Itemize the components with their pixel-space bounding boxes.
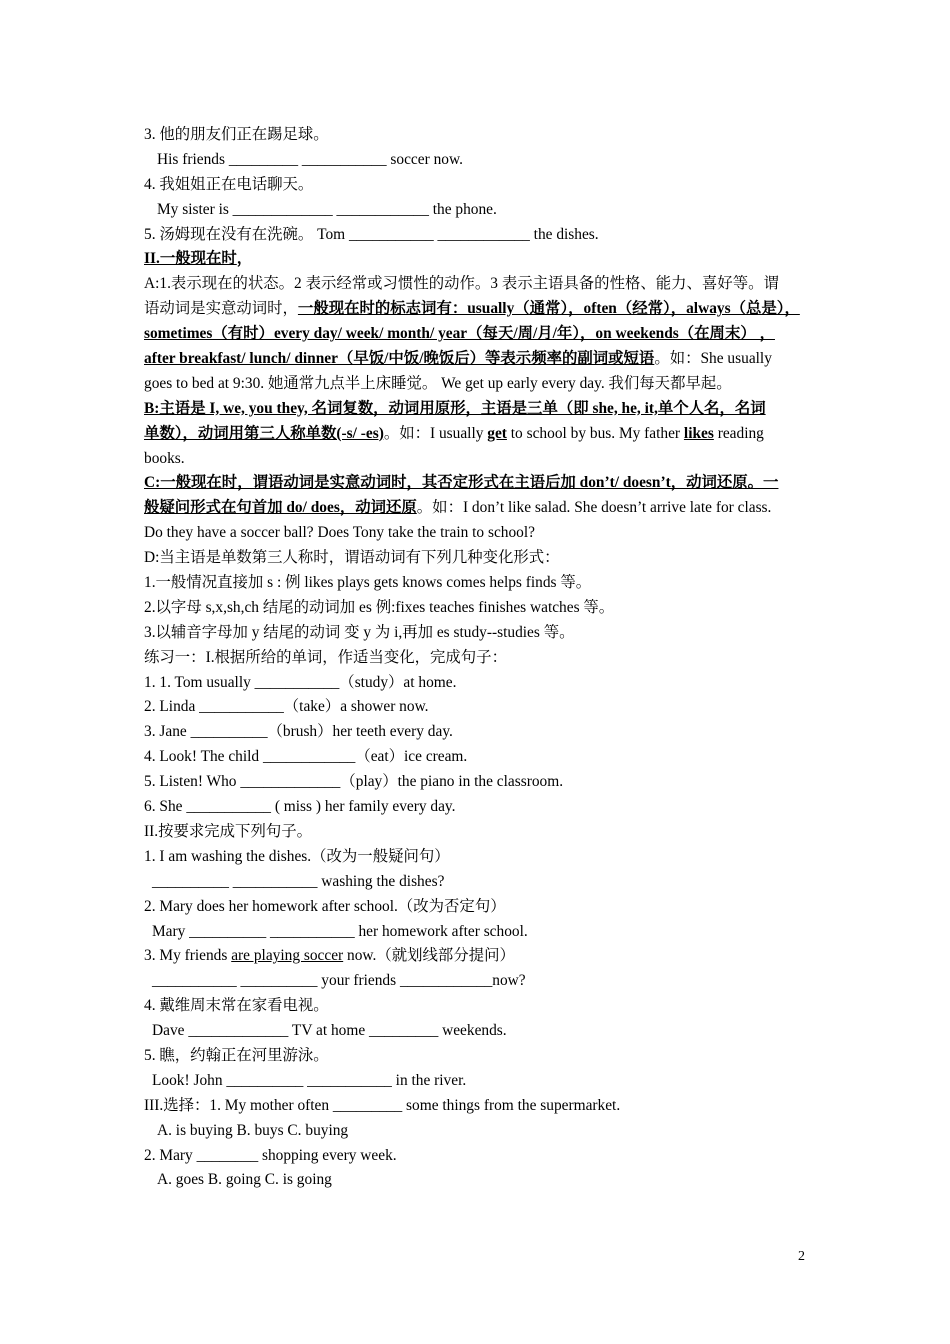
text-line <box>144 1069 814 1094</box>
text-segment: 一般现在时的标志词有：usually（通常），often（经常），always（总是）， <box>297 300 800 318</box>
text-line <box>144 223 814 248</box>
text-segment: __________ ___________ washing the dishes? <box>152 872 445 890</box>
text-segment: 3. My friends <box>144 947 232 965</box>
text-line <box>144 471 814 496</box>
text-segment: 般疑问形式在句首加 do/ does，动词还原 <box>144 499 417 517</box>
text-line <box>144 571 814 596</box>
text-segment: likes <box>683 424 714 442</box>
text-line <box>144 944 814 969</box>
text-segment: ， <box>236 250 253 268</box>
text-line <box>144 546 814 571</box>
text-line <box>144 895 814 920</box>
text-line <box>144 646 814 671</box>
text-segment: books. <box>144 449 185 467</box>
text-segment: 。如：I usually <box>383 424 488 442</box>
text-segment: 1. I am washing the dishes.（改为一般疑问句） <box>144 847 450 865</box>
text-segment: 。如：I don’t like salad. She doesn’t arrive late for class. <box>416 499 772 517</box>
text-segment: His friends _________ ___________ soccer now. <box>157 150 463 168</box>
text-segment: 练习一：I.根据所给的单词，作适当变化，完成句子： <box>144 648 507 666</box>
text-line <box>144 969 814 994</box>
text-segment: 1.一般情况直接加 s : 例 likes plays gets knows comes helps finds 等。 <box>144 574 592 592</box>
text-line <box>144 596 814 621</box>
text-line <box>144 148 814 173</box>
text-line <box>144 994 814 1019</box>
text-segment: III.选择：1. My mother often _________ some things from the supermarket. <box>144 1096 621 1114</box>
text-segment: to school by bus. My father <box>506 424 684 442</box>
text-line <box>144 720 814 745</box>
text-segment: B:主语是 I, we, you they, 名词复数，动词用原形，主语是三单（即 she, he, it,单个人名，名词 <box>144 399 766 417</box>
text-segment: 2. Linda ___________（take）a shower now. <box>144 698 429 716</box>
text-line <box>144 247 814 272</box>
text-segment: 4. 戴维周末常在家看电视。 <box>144 997 329 1015</box>
text-line <box>144 671 814 696</box>
text-segment: 5. Listen! Who _____________（play）the piano in the classroom. <box>144 773 564 791</box>
text-line <box>144 795 814 820</box>
text-line <box>144 820 814 845</box>
text-segment: reading <box>713 424 764 442</box>
text-segment: goes to bed at 9:30. 她通常九点半上床睡觉。 We get up early every day. 我们每天都早起。 <box>144 374 732 392</box>
text-line <box>144 1168 814 1193</box>
text-line <box>144 422 814 447</box>
text-segment: Look! John __________ ___________ in the river. <box>152 1071 467 1089</box>
text-line <box>144 770 814 795</box>
text-segment: after breakfast/ lunch/ dinner（早饭/中饭/晚饭后）等表示频率的副词或短语 <box>144 350 655 368</box>
text-segment: 2.以字母 s,x,sh,ch 结尾的动词加 es 例:fixes teaches finishes watches 等。 <box>144 598 615 616</box>
text-segment: 3. 他的朋友们正在踢足球。 <box>144 126 329 143</box>
text-segment: A:1.表示现在的状态。2 表示经常或习惯性的动作。3 表示主语具备的性格、能力、喜好等。谓 <box>144 275 779 293</box>
text-segment: A. is buying B. buys C. buying <box>157 1121 349 1139</box>
text-segment: Dave _____________ TV at home _________ weekends. <box>152 1022 507 1040</box>
text-line <box>144 297 814 322</box>
text-line <box>144 322 814 347</box>
page-number: 2 <box>798 1249 805 1264</box>
text-segment: My sister is _____________ ____________ the phone. <box>157 200 497 218</box>
text-line <box>144 198 814 223</box>
text-segment: get <box>487 424 507 442</box>
text-line <box>144 447 814 472</box>
text-line <box>144 521 814 546</box>
text-segment: ___________ __________ your friends ____________now? <box>152 972 526 990</box>
document-body <box>144 123 814 1193</box>
text-segment: now.（就划线部分提问） <box>343 947 515 965</box>
text-line <box>144 372 814 397</box>
text-segment: D:当主语是单数第三人称时，谓语动词有下列几种变化形式： <box>144 549 560 567</box>
text-line <box>144 695 814 720</box>
text-segment: 5. 汤姆现在没有在洗碗。 Tom ___________ ____________ the dishes. <box>144 225 599 243</box>
text-segment: II.一般现在时 <box>144 250 237 268</box>
text-segment: 单数），动词用第三人称单数(-s/ -es) <box>144 424 384 442</box>
text-segment: 。如：She usually <box>654 350 772 368</box>
text-segment: 3. Jane __________（brush）her teeth every day. <box>144 723 453 741</box>
text-segment: C:一般现在时，谓语动词是实意动词时，其否定形式在主语后加 don’t/ doesn’t，动词还原。一 <box>144 474 779 492</box>
text-segment: 6. She ___________ ( miss ) her family every day. <box>144 798 456 816</box>
text-segment: 5. 瞧，约翰正在河里游泳。 <box>144 1046 329 1064</box>
text-line <box>144 1019 814 1044</box>
text-line <box>144 1044 814 1069</box>
text-line <box>144 496 814 521</box>
text-line <box>144 870 814 895</box>
text-line <box>144 397 814 422</box>
text-line <box>144 1144 814 1169</box>
text-segment: 语动词是实意动词时， <box>144 300 298 318</box>
text-segment: are playing soccer <box>231 947 344 965</box>
text-segment: 1. 1. Tom usually ___________（study）at home. <box>144 673 457 691</box>
text-line <box>144 845 814 870</box>
text-segment: Mary __________ ___________ her homework after school. <box>152 922 528 940</box>
text-segment: 2. Mary does her homework after school.（改为否定句） <box>144 897 506 915</box>
text-line <box>144 920 814 945</box>
text-line <box>144 347 814 372</box>
text-line <box>144 272 814 297</box>
text-line <box>144 745 814 770</box>
text-segment: 2. Mary ________ shopping every week. <box>144 1146 397 1164</box>
text-segment: 3.以辅音字母加 y 结尾的动词 变 y 为 i,再加 es study--studies 等。 <box>144 623 575 641</box>
text-line <box>144 1119 814 1144</box>
text-segment: 4. 我姐姐正在电话聊天。 <box>144 175 314 193</box>
text-line <box>144 173 814 198</box>
text-segment: Do they have a soccer ball? Does Tony take the train to school? <box>144 524 535 542</box>
text-segment: sometimes（有时）every day/ week/ month/ year（每天/周/月/年），on weekends（在周末） ， <box>144 325 775 343</box>
text-line <box>144 621 814 646</box>
text-segment: A. goes B. going C. is going <box>157 1171 332 1189</box>
text-line <box>144 1094 814 1119</box>
text-line <box>144 123 814 148</box>
text-segment: 4. Look! The child ____________（eat）ice cream. <box>144 748 468 766</box>
text-segment: II.按要求完成下列句子。 <box>144 822 313 840</box>
